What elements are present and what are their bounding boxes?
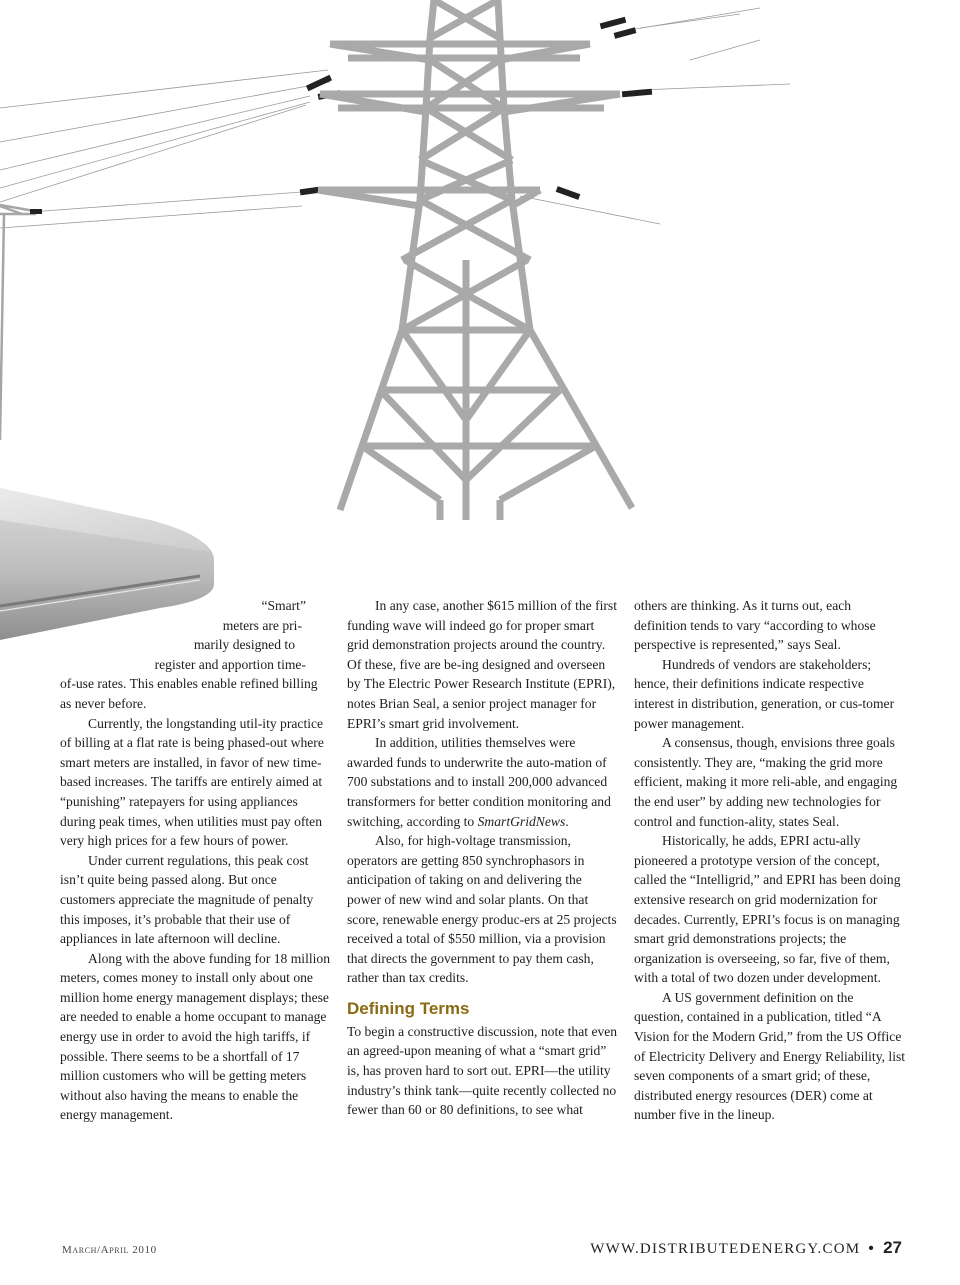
col1-wrap-line-4: register and apportion time- [154,656,306,672]
column-3 [634,596,906,1125]
col2-paragraph-4: To begin a constructive discussion, note that even an agreed-upon meaning of what a “smart grid” is, has proven hard to sort out. EPRI—the utility industry’s think tank—quite recently collected no fewer than 60 or 80 definitions, to see what [347,1023,618,1118]
smartgridnews-title: SmartGridNews [477,813,566,829]
left-tower-fragment [0,205,40,440]
col1-wrap-line-2: meters are pri- [222,617,302,633]
col1-paragraph-1-rest: of-use rates. This enables enable refined billing as never before. [60,676,318,711]
page-number: 27 [883,1238,902,1257]
section-heading: Defining Terms [347,998,470,1018]
insulator-left [30,209,42,214]
col1-paragraph-2: Currently, the longstanding util-ity practice of billing at a flat rate is being phased-out where smart meters are installed, in favor of new time-based increases. The tariffs are entirely aimed at “punishing” ratepayers for using appliances during peak times, when utilities must pay often very high prices for a few hours of power. [60,715,324,849]
column-2 [347,596,619,1120]
column-1 [60,596,332,1125]
col3-paragraph-5: A US government definition on the question, contained in a publication, titled “A Vision for the Modern Grid,” from the US Office of Electricity Delivery and Energy Reliability, list seven components of a smart grid; of these, distributed energy resources (DER) come at number five in the lineup. [634,989,906,1123]
issue-date: March/April 2010 [62,1244,157,1256]
col2-paragraph-3: Also, for high-voltage transmission, operators are getting 850 synchrophasors in anticipation of taking on and delivering the power of new wind and solar plants. On that score, renewable energy produc-ers at 25 projects received a total of $550 million, via a provision that directs the government to pay them cash, rather than tax credits. [347,833,617,986]
col2-paragraph-2-end: . [565,813,569,829]
col3-paragraph-4: Historically, he adds, EPRI actu-ally pioneered a prototype version of the concept, called the “Intelligrid,” and EPRI has been doing extensive research on grid modernization for decades. Currently, EPRI’s focus is on managing smart grid demonstrations projects; the organization is overseeing, so far, five of them, with a total of two dozen under development. [634,833,901,986]
col1-wrap-line-1: “Smart” [261,598,306,613]
website-url: WWW.DISTRIBUTEDENERGY.COM [590,1241,861,1257]
col2-paragraph-2 [347,733,619,831]
bullet-separator: • [868,1240,876,1257]
main-tower [318,0,632,520]
col3-paragraph-2: Hundreds of vendors are stakeholders; hence, their definitions indicate respective interest in distribution, generation, or cus-tomer power management. [634,656,895,731]
footer-url-and-page [590,1238,902,1258]
col3-paragraph-1: others are thinking. As it turns out, each definition tends to vary “according to whose perspective is represented,” says Seal. [634,598,876,653]
col2-paragraph-1: In any case, another $615 million of the first funding wave will indeed go for proper smart grid demonstration projects around the country. Of these, five are be-ing designed and overseen by The Electric Power Research Institute (EPRI), notes Brian Seal, a senior project manager for EPRI’s smart grid involvement. [347,598,617,731]
col1-paragraph-3: Under current regulations, this peak cost isn’t quite being passed along. But once customers appreciate the magnitude of penalty this imposes, it’s probable that their use of appliances in late afternoon will decline. [60,852,314,947]
power-tower-illustration [0,0,960,640]
col1-paragraph-4: Along with the above funding for 18 million meters, comes money to install only about one million home energy management displays; these are needed to enable a home occupant to manage energy use in order to avoid the high tariffs, if possible. There seems to be a shortfall of 17 million customers who will be getting meters without also having the means to enable the energy management. [60,950,331,1123]
col1-wrap-line-3: marily designed to [193,637,295,653]
col2-paragraph-2-text: In addition, utilities themselves were awarded funds to underwrite the auto-mation of 700 substations and to install 200,000 advanced transformers for better condition monitoring and switching, according to [347,735,611,829]
col3-paragraph-3: A consensus, though, envisions three goals consistently. They are, “making the grid more efficient, making it more reli-able, and engaging the end user” by adding new technologies for control and function-ality, states Seal. [634,735,898,829]
